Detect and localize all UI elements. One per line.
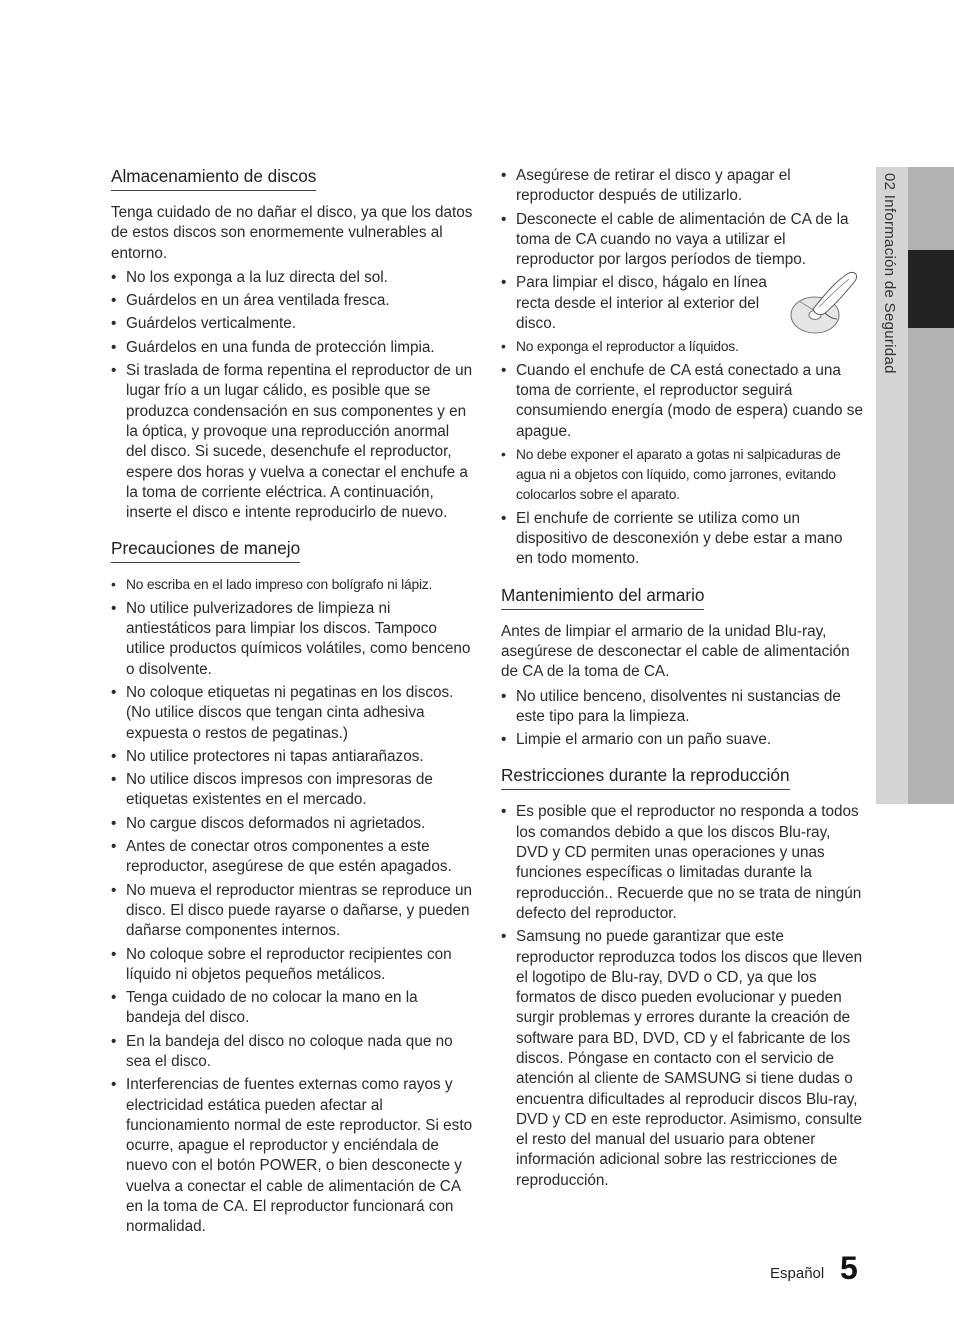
section-handling (111, 537, 473, 1237)
section-playback-restrictions (501, 764, 863, 1191)
list-item: • No utilice pulverizadores de limpieza ni antiestáticos para limpiar los discos. Tampoco utilice productos químicos volátiles, como benceno o disolvente. (111, 599, 473, 680)
list-item: • No cargue discos deformados ni agrietados. (111, 814, 473, 834)
section-intro: Antes de limpiar el armario de la unidad Blu-ray, asegúrese de desconectar el cable de alimentación de CA de la toma de CA. (501, 622, 850, 681)
bullet-list (501, 166, 863, 570)
list-item: • No utilice protectores ni tapas antiarañazos. (111, 747, 473, 767)
list-item: • No coloque sobre el reproductor recipientes con líquido ni objetos pequeños metálicos. (111, 945, 473, 986)
chapter-tab-marker (908, 250, 954, 328)
list-item: • En la bandeja del disco no coloque nada que no sea el disco. (111, 1032, 473, 1073)
list-item: • El enchufe de corriente se utiliza como un dispositivo de desconexión y debe estar a mano en todo momento. (501, 509, 863, 570)
section-title: Mantenimiento del armario (501, 584, 704, 610)
list-item: • No coloque etiquetas ni pegatinas en los discos. (No utilice discos que tengan cinta adhesiva expuesta o restos de pegatinas.) (111, 683, 473, 744)
list-item: • Es posible que el reproductor no responda a todos los comandos debido a que los discos Blu-ray, DVD y CD permiten unas operaciones y unas funciones específicas o limitadas durante la reproducción.. Recuerde que no se trata de ningún defecto del reproductor. (501, 802, 863, 924)
list-item-text: • Para limpiar el disco, hágalo en línea recta desde el interior al exterior del disco. (516, 274, 767, 333)
list-item: • No exponga el reproductor a líquidos. (501, 337, 863, 357)
list-item: • Antes de conectar otros componentes a este reproductor, asegúrese de que estén apagados. (111, 837, 473, 878)
list-item: • No los exponga a la luz directa del sol. (111, 268, 473, 288)
section-intro: Tenga cuidado de no dañar el disco, ya que los datos de estos discos son enormemente vulnerables al entorno. (111, 204, 473, 262)
list-item: • Cuando el enchufe de CA está conectado a una toma de corriente, el reproductor seguirá consumiendo energía (modo de espera) cuando se apague. (501, 361, 863, 442)
list-item: • Samsung no puede garantizar que este reproductor reproduzca todos los discos que lleven el logotipo de Blu-ray, DVD o CD, ya que los formatos de disco pueden evolucionar y pueden surgir problemas y errores durante la creación de software para BD, DVD, CD y el fabricante de los discos. Póngase en contacto con el servicio de atención al cliente de SAMSUNG si tiene dudas o encuentra dificultades al reproducir discos Blu-ray, DVD y CD en este reproductor. Asimismo, consulte el resto del manual del usuario para obtener información adicional sobre las restricciones de reproducción. (501, 927, 863, 1191)
section-title: Precauciones de manejo (111, 537, 300, 563)
list-item: • Guárdelos en un área ventilada fresca. (111, 291, 473, 311)
bullet-list (501, 687, 863, 751)
list-item: • Tenga cuidado de no colocar la mano en la bandeja del disco. (111, 988, 473, 1029)
bullet-list (111, 268, 473, 524)
list-item: • No utilice discos impresos con impresoras de etiquetas existentes en el mercado. (111, 770, 473, 811)
section-disc-storage (111, 165, 473, 523)
list-item: • No debe exponer el aparato a gotas ni salpicaduras de agua ni a objetos con líquido, como jarrones, evitando colocarlos sobre el aparato. (501, 445, 863, 506)
list-item: • Guárdelos verticalmente. (111, 314, 473, 334)
section-cabinet-maintenance (501, 584, 863, 751)
right-column (501, 166, 863, 1205)
list-item: • No mueva el reproductor mientras se reproduce un disco. El disco puede rayarse o dañarse, y pueden dañarse componentes internos. (111, 881, 473, 942)
bullet-list (111, 575, 473, 1237)
list-item: • Desconecte el cable de alimentación de CA de la toma de CA cuando no vaya a utilizar el reproductor por largos períodos de tiempo. (501, 210, 863, 271)
chapter-tab-label: 02 Información de Seguridad (881, 173, 898, 374)
list-item: • No escriba en el lado impreso con bolígrafo ni lápiz. (111, 575, 473, 595)
list-item: • No utilice benceno, disolventes ni sustancias de este tipo para la limpieza. (501, 687, 863, 728)
list-item (501, 273, 863, 334)
list-item: • Limpie el armario con un paño suave. (501, 730, 863, 750)
list-item: • Si traslada de forma repentina el reproductor de un lugar frío a un lugar cálido, es posible que se produzca condensación en sus componentes y en la óptica, y provoque una reproducción anormal del disco. Si sucede, desenchufe el reproductor, espere dos horas y vuelva a conectar el enchufe a la toma de corriente eléctrica. A continuación, inserte el disco e intente reproducirlo de nuevo. (111, 361, 473, 523)
section-title: Restricciones durante la reproducción (501, 764, 790, 790)
bullet-list (501, 802, 863, 1191)
left-column (111, 165, 473, 1252)
footer-language: Español (770, 1265, 825, 1282)
list-item: • Guárdelos en una funda de protección limpia. (111, 338, 473, 358)
section-title: Almacenamiento de discos (111, 165, 316, 191)
list-item: • Asegúrese de retirar el disco y apagar el reproductor después de utilizarlo. (501, 166, 863, 207)
disc-cleaning-illustration (785, 269, 863, 341)
page-number: 5 (840, 1250, 858, 1286)
list-item: • Interferencias de fuentes externas como rayos y electricidad estática pueden afectar al funcionamiento normal de este reproductor. Si esto ocurre, apague el reproductor y enciéndala de nuevo con el botón POWER, o bien desconecte y vuelva a conectar el cable de alimentación de CA en la toma de CA. El reproductor funcionará con normalidad. (111, 1075, 473, 1237)
section-handling-continued (501, 166, 863, 570)
